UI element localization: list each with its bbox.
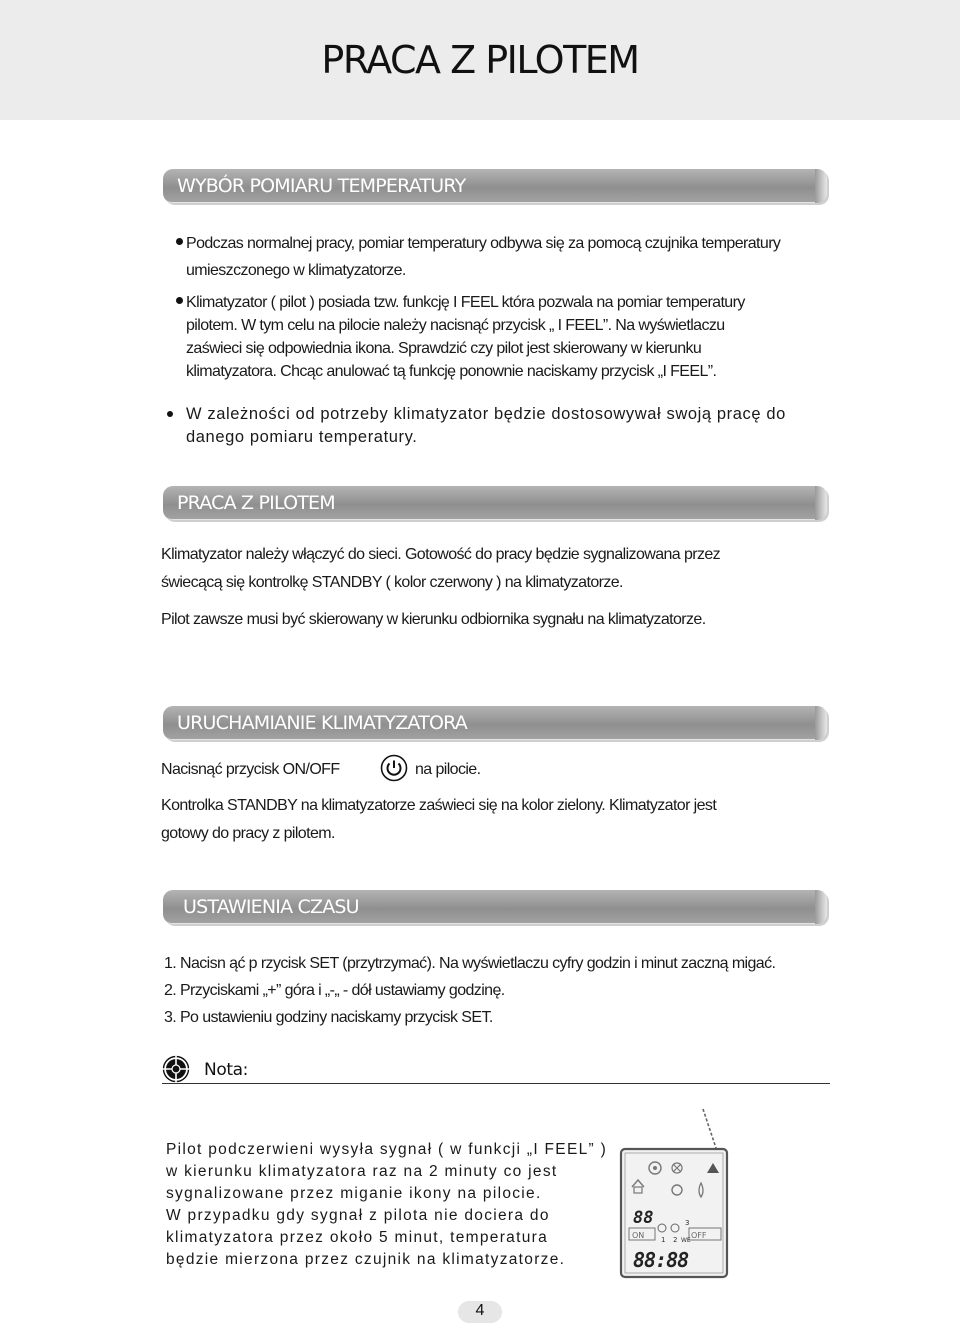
note-line: będzie mierzona przez czujnik na klimatyzatorze.	[166, 1251, 566, 1268]
bullet-icon	[167, 411, 173, 417]
paragraph-line: zaświeci się odpowiednia ikona. Sprawdzić czy pilot jest skierowany w kierunku	[186, 340, 702, 357]
paragraph-line: świecącą się kontrolkę STANDBY ( kolor czerwony ) na klimatyzatorze.	[161, 574, 623, 591]
section-heading: USTAWIENIA CZASU	[183, 896, 359, 918]
section-header-remote	[163, 486, 827, 520]
note-target-icon	[162, 1055, 190, 1083]
section-header-startup	[163, 706, 827, 740]
step-line: 1. Nacisn ąć p rzycisk SET (przytrzymać). Na wyświetlaczu cyfry godzin i minut zaczną migać.	[164, 955, 776, 972]
paragraph-line: umieszczonego w klimatyzatorze.	[186, 262, 406, 279]
note-line: sygnalizowane przez miganie ikony na pilocie.	[166, 1185, 542, 1202]
section-header-temperature	[163, 169, 827, 203]
paragraph-line: klimatyzatora. Chcąc anulować tą funkcję ponownie naciskamy przycisk „I FEEL”.	[186, 363, 717, 380]
off-box-label: OFF	[691, 1231, 707, 1240]
paragraph-line: Nacisnąć przycisk ON/OFF	[161, 761, 340, 778]
paragraph-line: gotowy do pracy z pilotem.	[161, 825, 335, 842]
power-button-icon	[380, 754, 408, 782]
note-line: klimatyzatora przez około 5 minut, temperatura	[166, 1229, 548, 1246]
on-box-label: ON	[632, 1231, 645, 1240]
note-line: W przypadku gdy sygnał z pilota nie dociera do	[166, 1207, 550, 1224]
page-title: PRACA Z PILOTEM	[321, 38, 639, 82]
timer-label: 1	[661, 1236, 666, 1244]
paragraph-line: Klimatyzator należy włączyć do sieci. Gotowość do pracy będzie sygnalizowana przez	[161, 546, 721, 563]
note-line: w kierunku klimatyzatora raz na 2 minuty co jest	[166, 1163, 558, 1180]
small-digits: 88	[633, 1208, 654, 1228]
note-divider	[162, 1083, 830, 1084]
remote-display-illustration	[615, 1105, 735, 1280]
page-number-badge	[458, 1301, 502, 1323]
bullet-icon	[176, 238, 183, 245]
section-heading: PRACA Z PILOTEM	[177, 492, 335, 514]
paragraph-line: Klimatyzator ( pilot ) posiada tzw. funkcję I FEEL która pozwala na pomiar temperatury	[186, 294, 745, 311]
paragraph-line: Pilot zawsze musi być skierowany w kierunku odbiornika sygnału na klimatyzatorze.	[161, 611, 706, 628]
large-digits: 88:88	[633, 1248, 689, 1272]
timer-label: 3	[685, 1219, 690, 1227]
paragraph-line: Kontrolka STANDBY na klimatyzatorze zaświeci się na kolor zielony. Klimatyzator jest	[161, 797, 717, 814]
section-heading: WYBÓR POMIARU TEMPERATURY	[177, 175, 466, 197]
paragraph-line: danego pomiaru temperatury.	[186, 428, 418, 446]
paragraph-line: W zależności od potrzeby klimatyzator będzie dostosowywał swoją pracę do	[186, 405, 786, 423]
note-label: Nota:	[204, 1060, 248, 1080]
step-line: 2. Przyciskami „+” góra i „-„ - dół ustawiamy godzinę.	[164, 982, 505, 999]
section-header-time	[163, 890, 827, 924]
note-line: Pilot podczerwieni wysyła sygnał ( w funkcji „I FEEL” )	[166, 1141, 608, 1158]
step-line: 3. Po ustawieniu godziny naciskamy przycisk SET.	[164, 1009, 493, 1026]
paragraph-line: na pilocie.	[415, 761, 481, 778]
bullet-icon	[176, 297, 183, 304]
section-heading: URUCHAMIANIE KLIMATYZATORA	[177, 712, 467, 734]
timer-label: 2	[673, 1236, 678, 1244]
paragraph-line: Podczas normalnej pracy, pomiar temperatury odbywa się za pomocą czujnika temperatury	[186, 235, 781, 252]
page-number: 4	[475, 1302, 485, 1319]
timer-label: WE	[681, 1237, 691, 1244]
paragraph-line: pilotem. W tym celu na pilocie należy nacisnąć przycisk „ I FEEL”. Na wyświetlaczu	[186, 317, 725, 334]
